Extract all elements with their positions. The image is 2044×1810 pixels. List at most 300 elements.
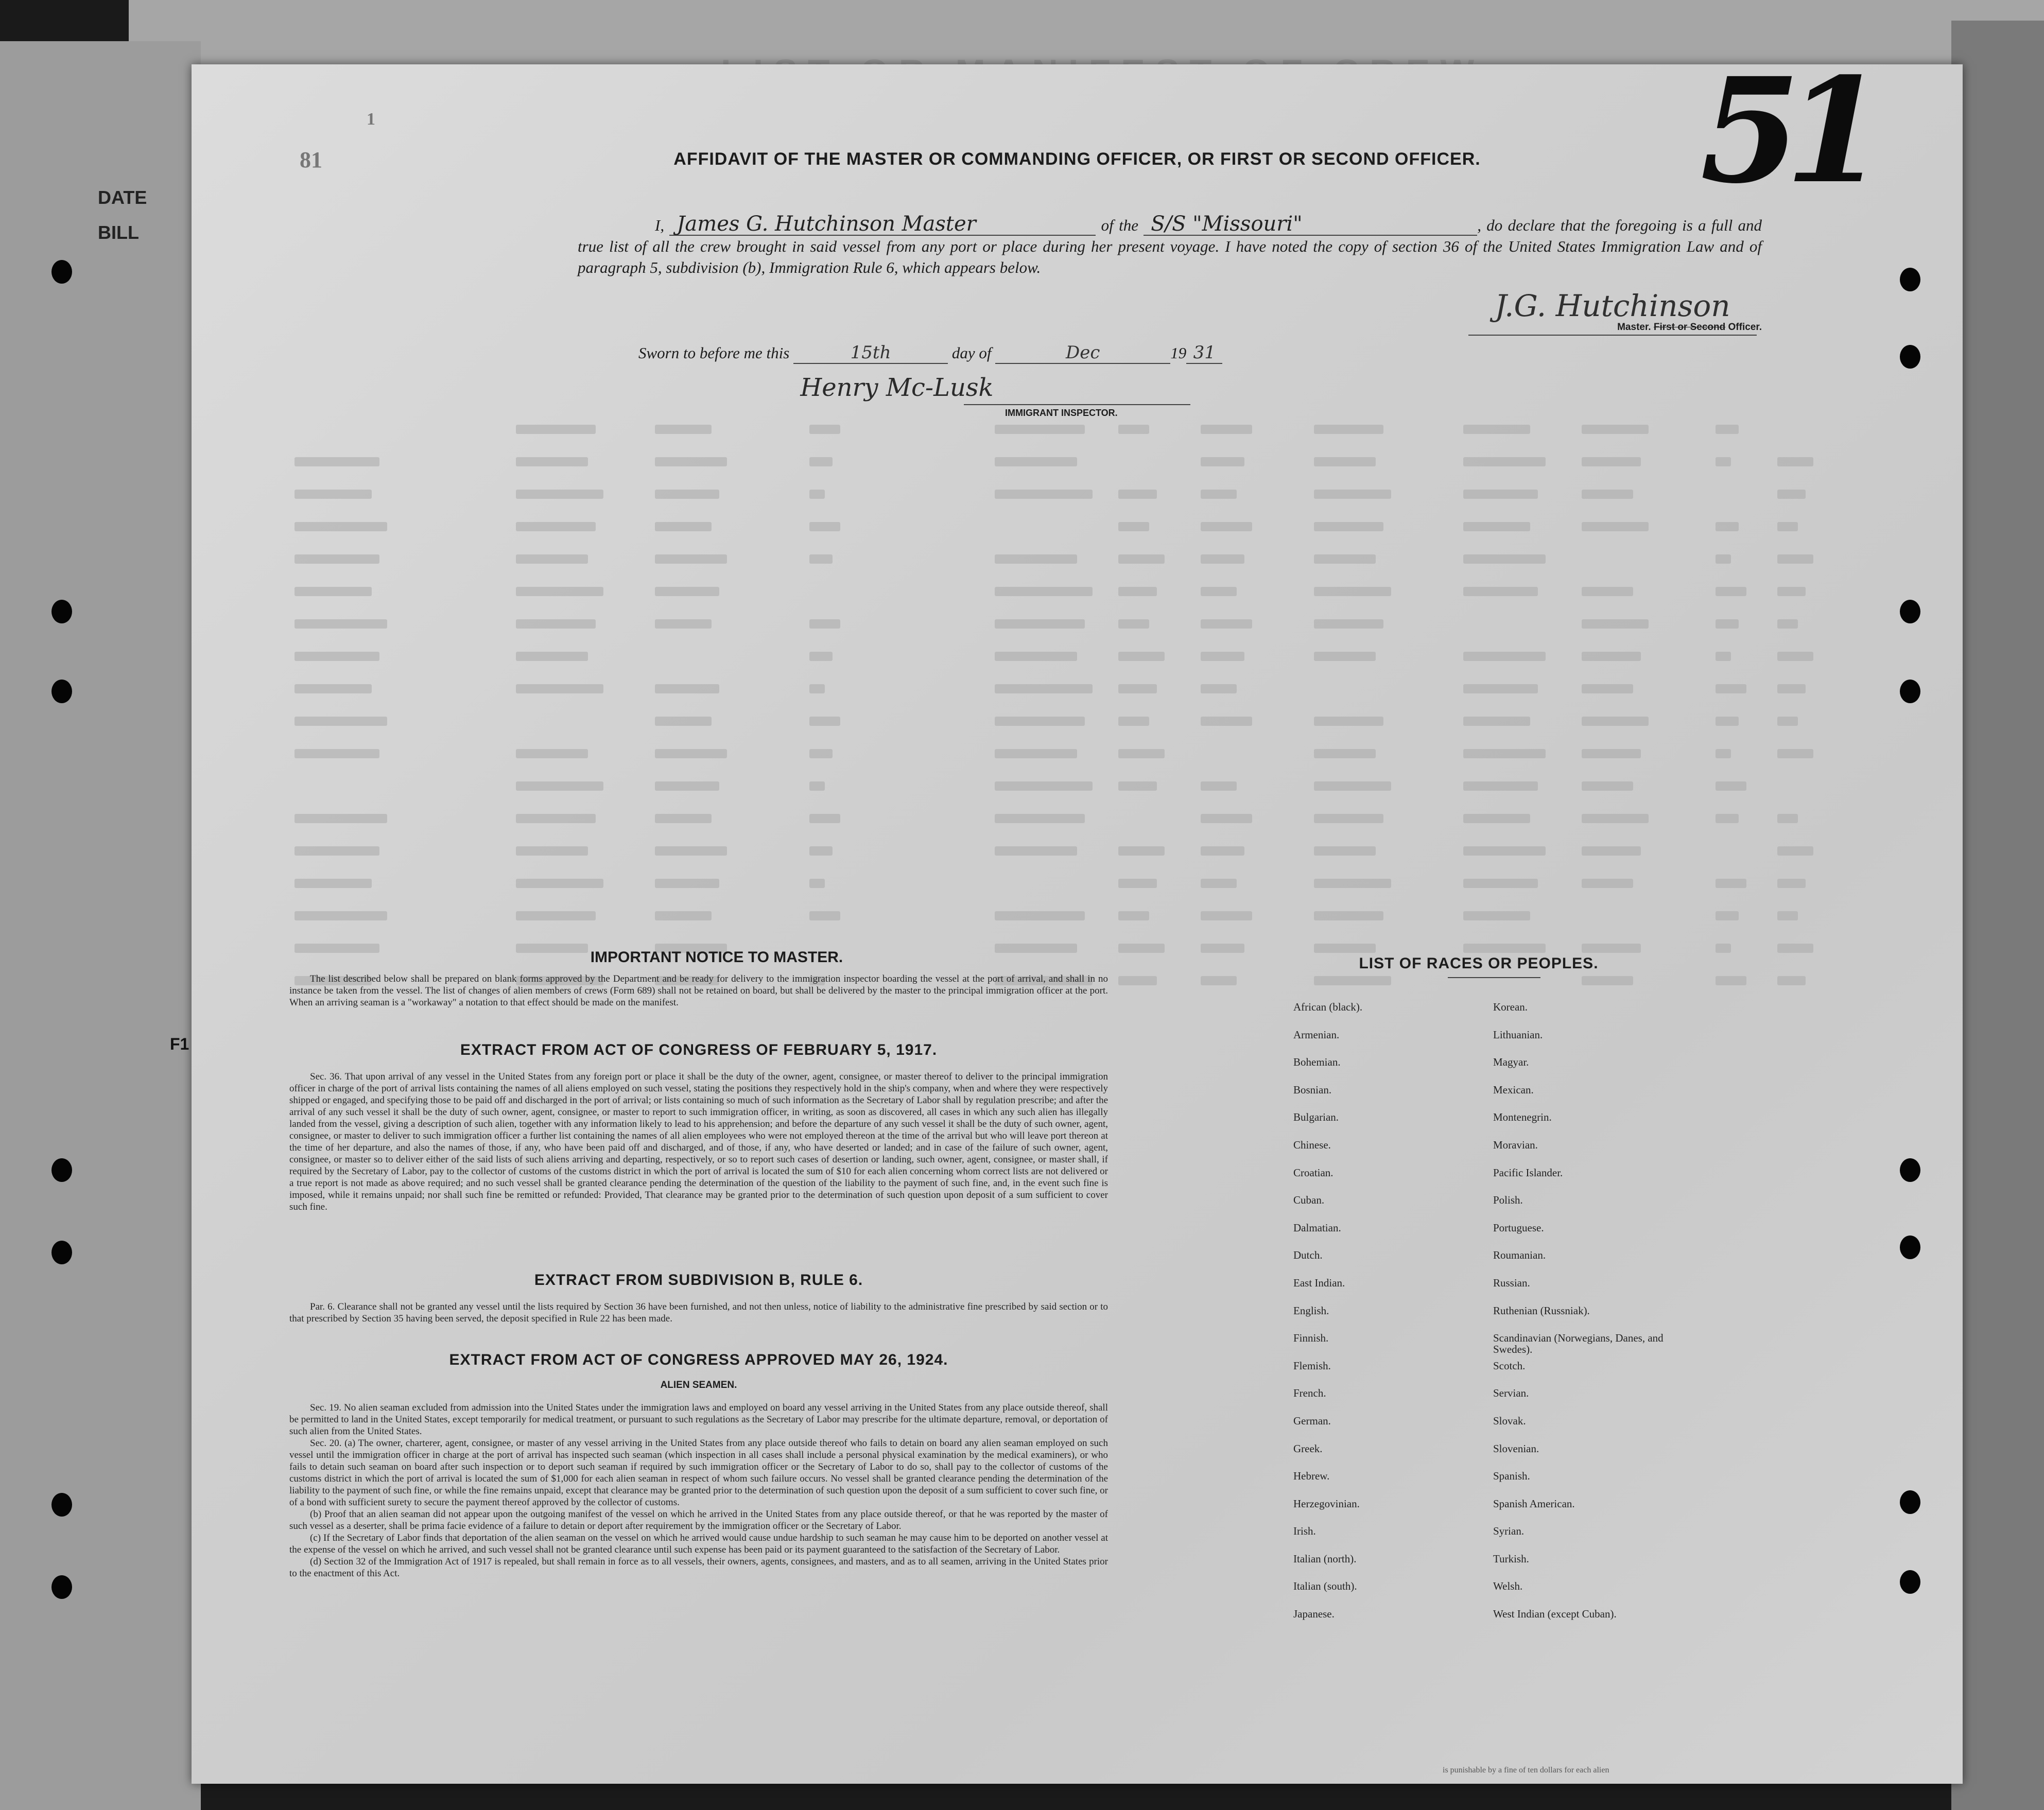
background-sheet-right [1951,21,2044,1810]
extract-1924-para-1: Sec. 19. No alien seaman excluded from admission into the United States under the immigration laws and employed on board any vessel arriving in the United States from any place outside thereof, shall be permitted to land in the United States, except temporarily for medical treatment, or pursuant to such regulations as the Secretary of Labor may prescribe for the ultimate departure, removal, or deportation of such alien from the United States. [289,1402,1108,1437]
of-the-label: of the [1101,216,1138,234]
punch-hole [51,1493,72,1517]
punch-hole [1900,1490,1920,1514]
i-label: I, [655,216,665,234]
bottom-cut-text: is punishable by a fine of ten dollars for each alien [1443,1766,1609,1774]
punch-hole [51,680,72,703]
extract-1924-title: EXTRACT FROM ACT OF CONGRESS APPROVED MAY 26, 1924. [449,1351,948,1368]
bleed-through-cell [1201,879,1237,888]
bleed-through-cell [995,717,1085,726]
bleed-through-cell [516,684,603,693]
race-item: Mexican. [1493,1083,1534,1096]
bleed-through-cell [809,554,833,564]
race-item: Scotch. [1493,1359,1526,1372]
bleed-through-cell [1777,846,1813,856]
bleed-through-cell [655,911,712,920]
bleed-through-row [295,554,1839,570]
bleed-through-cell [809,879,825,888]
bleed-through-row [295,490,1839,505]
bleed-through-cell [1582,944,1641,953]
bleed-through-row [295,652,1839,667]
bleed-through-cell [1777,976,1806,985]
bleed-through-cell [1118,587,1157,596]
bleed-through-cell [295,457,379,466]
bleed-through-cell [1118,490,1157,499]
sworn-line [638,342,1514,364]
signature-label-officer: Officer. [1728,322,1762,333]
bleed-through-cell [809,846,833,856]
race-item: Armenian. [1293,1028,1340,1041]
bleed-through-cell [1314,781,1391,791]
bleed-through-cell [1582,879,1633,888]
bleed-through-cell [1716,911,1739,920]
races-column-right [1493,1001,1689,1636]
bleed-through-cell [295,522,387,531]
race-item: Slovak. [1493,1414,1526,1427]
race-item: Portuguese. [1493,1221,1544,1234]
bleed-through-cell [655,457,727,466]
bleed-through-cell [1777,944,1813,953]
race-item: Cuban. [1293,1194,1325,1207]
bleed-through-cell [516,846,588,856]
punch-hole [1900,345,1920,369]
race-item: Pacific Islander. [1493,1166,1563,1179]
serial-number-left: 81 [300,147,322,172]
declaration-text: that the foregoing is a full and true list of all the crew brought in said vessel from any port or place during her present voyage. I have noted the copy of section 36 of the United States Immigration Law and of paragraph 5, subdivision (b), Immigration Rule 6, which appears below. [578,216,1762,276]
bleed-through-cell [995,652,1077,661]
bleed-through-cell [516,457,588,466]
race-item: Bosnian. [1293,1083,1332,1096]
bleed-through-cell [1314,652,1376,661]
side-marker: F1 [170,1035,189,1053]
signature-label-master: Master. [1617,322,1651,333]
bleed-through-cell [1314,717,1383,726]
bleed-through-cell [1716,522,1739,531]
bleed-through-cell [995,554,1077,564]
bleed-through-cell [1716,976,1746,985]
bleed-through-cell [1463,781,1538,791]
bleed-through-cell [1582,522,1649,531]
bleed-through-cell [1201,781,1237,791]
corner-handwritten-mark: 51 [1700,46,1870,216]
race-item: Herzegovinian. [1293,1497,1360,1510]
race-item: French. [1293,1387,1326,1400]
race-item: African (black). [1293,1001,1363,1013]
bleed-through-cell [1201,522,1252,531]
serial-number-top: 1 [367,110,375,129]
bleed-through-cell [516,814,596,823]
punch-hole [51,260,72,284]
bleed-through-cell [1582,619,1649,629]
bleed-through-row [295,814,1839,829]
background-side-labels [98,180,147,251]
bleed-through-cell [655,587,719,596]
bleed-through-cell [1777,652,1813,661]
sworn-day: 15th [793,342,948,364]
bleed-through-cell [995,457,1077,466]
bleed-through-cell [1314,814,1383,823]
bleed-through-cell [995,490,1093,499]
bleed-through-cell [1777,717,1798,726]
bleed-through-cell [1777,749,1813,758]
bleed-through-cell [809,425,840,434]
bleed-through-cell [1118,911,1149,920]
bleed-through-cell [1582,425,1649,434]
bleed-through-cell [1463,749,1546,758]
bleed-through-cell [1582,814,1649,823]
bleed-through-cell [295,944,379,953]
bleed-through-cell [1118,781,1157,791]
extract-rule6-body: Par. 6. Clearance shall not be granted any vessel until the lists required by Section 36 have been furnished, and not then unless, notice of liability to the administrative fine prescribed by said section or to that prescribed by Section 35 having been served, the deposit specified in Rule 22 has been made. [289,1301,1108,1324]
bleed-through-cell [809,911,840,920]
bleed-through-cell [295,879,372,888]
race-item: Spanish. [1493,1470,1530,1483]
race-item: Korean. [1493,1001,1528,1013]
bleed-through-cell [995,814,1085,823]
bleed-through-cell [295,652,379,661]
races-column-left [1293,1001,1489,1636]
bleed-through-cell [295,587,372,596]
bleed-through-cell [1716,587,1746,596]
race-item: Dalmatian. [1293,1221,1341,1234]
bleed-through-cell [1777,814,1798,823]
race-item: Italian (north). [1293,1552,1357,1565]
bleed-through-cell [1463,846,1546,856]
bleed-through-cell [295,619,387,629]
do-declare-label: , do declare [1477,216,1555,234]
bleed-through-cell [809,684,825,693]
bleed-through-cell [655,879,719,888]
bleed-through-cell [516,554,588,564]
punch-hole [1900,680,1920,703]
race-item: East Indian. [1293,1276,1345,1289]
punch-hole [51,600,72,623]
bleed-through-cell [295,749,379,758]
bleed-through-cell [1463,457,1546,466]
inspector-signature: Henry Mc-Lusk [800,373,994,402]
bleed-through-cell [1118,554,1165,564]
bleed-through-cell [1716,781,1746,791]
bleed-through-cell [1201,684,1237,693]
bleed-through-cell [655,781,719,791]
bleed-through-cell [1463,554,1546,564]
side-label-bill: BILL [98,222,139,243]
race-item: Syrian. [1493,1525,1525,1538]
inspector-signature-line [964,404,1190,405]
inspector-label: IMMIGRANT INSPECTOR. [1005,408,1118,418]
bleed-through-cell [809,717,840,726]
bleed-through-cell [1118,619,1149,629]
bleed-through-cell [655,425,712,434]
bleed-through-cell [1777,619,1798,629]
bleed-through-cell [516,652,588,661]
bleed-through-cell [995,684,1093,693]
bleed-through-cell [995,425,1085,434]
punch-hole [1900,1158,1920,1182]
bleed-through-cell [1582,846,1641,856]
race-item: Polish. [1493,1194,1523,1207]
day-of-label: day of [951,344,992,362]
bleed-through-cell [1463,587,1538,596]
bleed-through-cell [809,781,825,791]
bleed-through-cell [1463,814,1530,823]
race-item: Slovenian. [1493,1442,1539,1455]
bleed-through-cell [1777,879,1806,888]
bleed-through-cell [1118,879,1157,888]
race-item: Japanese. [1293,1608,1335,1621]
bleed-through-cell [995,587,1093,596]
bleed-through-cell [655,814,712,823]
bleed-through-cell [1716,879,1746,888]
race-item: Moravian. [1493,1138,1538,1151]
sworn-month: Dec [995,342,1170,364]
vessel-name: S/S "Missouri" [1144,214,1477,236]
bleed-through-cell [1582,652,1641,661]
notice-body: The list described below shall be prepared on blank forms approved by the Department and be ready for delivery to the immigration inspector boarding the vessel at the port of arrival, and shall in no instance be taken from the vessel. The list of changes of alien members of crews (Form 689) shall not be retained on board, but shall be delivered by the master to the principal immigration officer at the port. When an arriving seaman is a "workaway" a notation to that effect should be made on the manifest. [289,973,1108,1008]
bleed-through-cell [1463,522,1530,531]
affidavit-title: AFFIDAVIT OF THE MASTER OR COMMANDING OFFICER, OR FIRST OR SECOND OFFICER. [673,149,1481,169]
race-item: Hebrew. [1293,1470,1330,1483]
bleed-through-cell [655,522,712,531]
bleed-through-cell [516,781,603,791]
race-item: Bulgarian. [1293,1111,1339,1124]
bleed-through-cell [1201,846,1244,856]
race-item: Turkish. [1493,1552,1529,1565]
bleed-through-cell [1777,490,1806,499]
bleed-through-cell [516,749,588,758]
race-item: West Indian (except Cuban). [1493,1608,1617,1621]
bleed-through-cell [1716,814,1739,823]
bleed-through-cell [1201,814,1252,823]
bleed-through-cell [1463,425,1530,434]
extract-1924-subtitle: ALIEN SEAMEN. [660,1380,737,1390]
sworn-prefix: Sworn to before me this [638,344,790,362]
sworn-year-prefix: 19 [1170,344,1187,362]
bleed-through-cell [1716,684,1746,693]
bleed-through-cell [1582,490,1633,499]
bleed-through-cell [1582,749,1641,758]
punch-hole [1900,268,1920,291]
extract-1917-body: Sec. 36. That upon arrival of any vessel in the United States from any foreign port or place it shall be the duty of the owner, agent, consignee, or master thereof to deliver to the principal immigration officer in charge of the port of arrival lists containing the names of all aliens employed on such vessel, stating the positions they respectively hold in the ship's company, when and where they were respectively shipped or engaged, and specifying those to be paid off and discharged in the port of arrival; or lists containing so much of such information as the Secretary of Labor shall by regulation prescribe; and after the arrival of any such vessel it shall be the duty of such owner, agent, consignee, or master to report to such immigration officer, in writing, as soon as discovered, all cases in which any such alien has illegally landed from the vessel, giving a description of such alien, together with any information likely to lead to his apprehension; and before the departure of any such vessel it shall be the duty of such owner, agent, consignee, or master to deliver to such immigration officer a further list containing the names of all alien employees who were not employed thereon at the time of the arrival but who will leave port thereon at the time of her departure, and also the names of those, if any, who have been paid off and discharged, and of those, if any, who have deserted or landed; and in case of the failure of such owner, agent, consignee, or master so to deliver either of the said lists of such aliens arriving and departing, respectively, or so to report such cases of desertion or landing, such owner, agent, consignee, or master shall, if required by the Secretary of Labor, pay to the collector of customs of the customs district in which the port of arrival is located the sum of $10 for each alien concerning whom correct lists are not delivered or a true report is not made as above required; and no such vessel shall be granted clearance pending the determination of the question of the liability to the payment of such fine, and, in the event such fine is imposed, while it remains unpaid; nor shall such fine be remitted or refunded: Provided, That clearance may be granted prior to the determination of such question upon deposit of a sum sufficient to cover such fine. [289,1071,1108,1212]
bleed-through-cell [1716,619,1739,629]
race-item: Croatian. [1293,1166,1333,1179]
race-item: Chinese. [1293,1138,1331,1151]
bleed-through-row [295,879,1839,894]
bleed-through-cell [1118,846,1165,856]
bleed-through-cell [1314,587,1391,596]
bleed-through-cell [1463,684,1538,693]
bleed-through-row [295,425,1839,440]
bleed-through-row [295,684,1839,700]
bleed-through-cell [1777,522,1798,531]
bleed-through-cell [1716,717,1739,726]
bleed-through-cell [655,684,719,693]
bleed-through-cell [1463,911,1530,920]
punch-hole [1900,600,1920,623]
bleed-through-cell [1314,879,1391,888]
master-signature: J.G. Hutchinson [1468,288,1757,336]
race-item: Finnish. [1293,1332,1329,1345]
bleed-through-cell [809,490,825,499]
bleed-through-cell [1463,879,1538,888]
race-item: Magyar. [1493,1056,1529,1069]
bleed-through-cell [1201,619,1252,629]
punch-hole [1900,1570,1920,1594]
punch-hole [51,1241,72,1264]
bleed-through-cell [516,425,596,434]
bleed-through-cell [995,749,1077,758]
bleed-through-cell [1716,457,1731,466]
bleed-through-cell [516,490,603,499]
bleed-through-cell [1582,587,1633,596]
punch-hole [51,1575,72,1599]
bleed-through-cell [995,781,1093,791]
race-item: Roumanian. [1493,1249,1546,1262]
bleed-through-cell [1582,781,1633,791]
bleed-through-cell [1777,587,1806,596]
affidavit-declaration [578,214,1762,278]
side-label-date: DATE [98,187,147,208]
sworn-year: 31 [1186,342,1222,364]
bleed-through-cell [1716,554,1731,564]
signature-label [1494,322,1762,333]
bleed-through-row [295,911,1839,927]
race-item: Spanish American. [1493,1497,1575,1510]
bleed-through-cell [809,652,833,661]
bleed-through-cell [995,846,1077,856]
race-item: Greek. [1293,1442,1323,1455]
extract-1924-para-2: Sec. 20. (a) The owner, charterer, agent, consignee, or master of any vessel arriving in the United States from any place outside thereof who fails to detain on board any alien seaman employed on such vessel until the immigration officer in charge at the port of arrival has inspected such seaman (which inspection in all cases shall include a personal physical examination by the medical examiners), or who fails to detain such seaman on board after such inspection or to deport such seaman if required by such immigration officer or the Secretary of Labor to do so, shall pay to the collector of customs of the customs district in which the port of arrival is located the sum of $1,000 for each alien seaman in respect of whom such failure occurs. No vessel shall be granted clearance pending the determination of the liability to the payment of such fine, or while the fine remains unpaid, except that clearance may be granted prior to the determination of such question upon the deposit of a sum sufficient to cover such fine, or of a bond with sufficient surety to secure the payment thereof approved by the collector of customs. [289,1438,1108,1508]
bleed-through-row [295,781,1839,797]
races-title: LIST OF RACES OR PEOPLES. [1359,955,1599,972]
bleed-through-cell [295,684,372,693]
bleed-through-cell [1118,749,1165,758]
bleed-through-cell [1463,944,1546,953]
bleed-through-cell [995,619,1085,629]
bleed-through-cell [1118,717,1149,726]
race-item: Flemish. [1293,1359,1331,1372]
bleed-through-cell [1463,717,1530,726]
bleed-through-cell [1463,652,1546,661]
bleed-through-cell [1777,911,1798,920]
bleed-through-cell [516,522,596,531]
bleed-through-cell [1201,587,1237,596]
race-item: Welsh. [1493,1580,1523,1593]
extract-1917-title: EXTRACT FROM ACT OF CONGRESS OF FEBRUARY 5, 1917. [460,1041,938,1058]
extract-1924-para-3: (b) Proof that an alien seaman did not appear upon the outgoing manifest of the vessel on which he arrived in the United States from any place outside thereof, or that he was reported by the master of such vessel as a deserter, shall be prima facie evidence of a failure to detain or deport after requirement by the immigration officer or the Secretary of Labor. [289,1509,1108,1531]
bleed-through-cell [1201,554,1244,564]
bleed-through-cell [809,814,840,823]
bleed-through-row [295,717,1839,732]
bleed-through-cell [1314,911,1383,920]
bleed-through-cell [1314,457,1376,466]
bleed-through-cell [1716,944,1731,953]
bleed-through-cell [1201,717,1252,726]
race-item: Bohemian. [1293,1056,1341,1069]
bleed-through-cell [1463,490,1538,499]
race-item: Dutch. [1293,1249,1323,1262]
bleed-through-row [295,522,1839,537]
extract-1924-body [289,1402,1108,1579]
bleed-through-cell [516,619,596,629]
bleed-through-cell [655,554,727,564]
bleed-through-cell [1777,457,1813,466]
bleed-through-cell [1201,652,1244,661]
bleed-through-cell [655,717,712,726]
race-item: Ruthenian (Russniak). [1493,1304,1590,1317]
bleed-through-cell [1777,684,1806,693]
officer-name: James G. Hutchinson Master [669,214,1096,236]
bleed-through-cell [655,846,727,856]
bleed-through-cell [1201,976,1237,985]
bleed-through-cell [1118,652,1165,661]
bleed-through-cell [1314,944,1376,953]
bleed-through-cell [295,490,372,499]
race-item: Italian (south). [1293,1580,1357,1593]
race-item: Russian. [1493,1276,1530,1289]
bleed-through-cell [1314,619,1383,629]
bleed-through-cell [1314,425,1383,434]
bleed-through-cell [295,814,387,823]
bleed-through-cell [295,554,379,564]
bleed-through-row [295,457,1839,473]
bleed-through-cell [295,911,387,920]
race-item: English. [1293,1304,1329,1317]
bleed-through-cell [1201,457,1244,466]
bleed-through-cell [1118,976,1157,985]
signature-label-struck: First or Second [1653,322,1726,333]
bleed-through-cell [1314,522,1383,531]
document-page [192,46,1963,1784]
race-item: Lithuanian. [1493,1028,1543,1041]
race-item: Scandinavian (Norwegians, Danes, and Swedes). [1493,1332,1664,1356]
punch-hole [51,1158,72,1182]
bleed-through-cell [1314,490,1391,499]
bleed-through-cell [655,490,719,499]
bleed-through-cell [516,911,596,920]
bleed-through-cell [1201,425,1252,434]
extract-rule6-title: EXTRACT FROM SUBDIVISION B, RULE 6. [534,1272,863,1289]
race-item: German. [1293,1414,1331,1427]
bleed-through-cell [1314,749,1376,758]
bleed-through-cell [1201,490,1237,499]
bleed-through-cell [809,522,840,531]
bleed-through-cell [809,749,833,758]
bleed-through-row [295,587,1839,602]
bleed-through-cell [1201,944,1244,953]
bleed-through-cell [516,879,603,888]
bleed-through-row [295,619,1839,635]
bleed-through-cell [1716,425,1739,434]
bleed-through-cell [1582,457,1641,466]
bleed-through-cell [1314,846,1376,856]
bleed-through-cell [1582,976,1633,985]
bleed-through-cell [1314,554,1376,564]
extract-1924-para-4: (c) If the Secretary of Labor finds that deportation of the alien seaman on the vessel on which he arrived would cause undue hardship to such seaman he may cause him to be deported on another vessel at the expense of the vessel on which he arrived, and such vessel shall not be granted clearance until such expense has been paid or its payment guaranteed to the satisfaction of the Secretary of Labor. [289,1533,1108,1555]
bleed-through-cell [1118,522,1149,531]
bleed-through-cell [1716,652,1731,661]
bleed-through-cell [1582,684,1633,693]
race-item: Montenegrin. [1493,1111,1552,1124]
bleed-through-row [295,846,1839,862]
races-title-rule [1448,977,1540,978]
bleed-through-cell [1118,425,1149,434]
bleed-through-cell [809,619,840,629]
bleed-through-row [295,749,1839,764]
background-sheet-left [0,41,201,1810]
punch-hole [1900,1235,1920,1259]
bleed-through-cell [295,717,387,726]
